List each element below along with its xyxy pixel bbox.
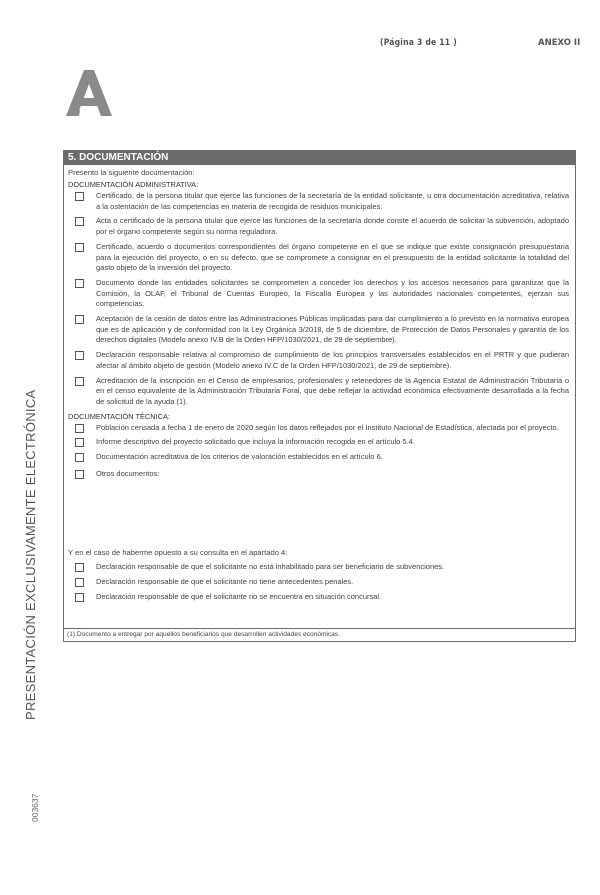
admin-item-label: Acreditación de la inscripción en el Censo de empresarios, profesionales y retenedores de la Agencia Estatal de Administración Tributaria o en el censo equivalente de la Administración Tributaria Foral, que debe reflejar la actividad económica efectivamente desarrollada a la fecha de solicitud de la ayuda (1). — [96, 375, 569, 406]
tech-heading: DOCUMENTACIÓN TÉCNICA: — [68, 411, 170, 421]
checkbox-icon[interactable] — [75, 217, 84, 226]
checkbox-icon[interactable] — [75, 563, 84, 572]
checkbox-icon[interactable] — [75, 593, 84, 602]
checkbox-icon[interactable] — [75, 351, 84, 360]
checkbox-icon[interactable] — [75, 453, 84, 462]
opposed-item-2 — [64, 577, 569, 588]
admin-item-label: Aceptación de la cesión de datos entre las Administraciones Públicas implicadas para dar cumplimiento a lo previsto en la normativa europea que es de aplicación y de conformidad con la Ley Orgánica 3/2018, de 5 de diciembre, de Protección de Datos Personales y garantía de los derechos digitales (Modelo anexo IV.B de la Orden HFP/1030/2021, de 29 de septiembre). — [96, 314, 569, 345]
admin-item-label: Acta o certificado de la persona titular que ejerce las funciones de la secretaría donde conste el acuerdo de solicitar la subvención, adoptado por el órgano competente según su norma reguladora. — [96, 216, 569, 237]
admin-item-6 — [64, 350, 569, 371]
checkbox-icon[interactable] — [75, 315, 84, 324]
documentation-form — [63, 150, 576, 642]
admin-item-1 — [64, 191, 569, 212]
admin-item-label: Certificado, de la persona titular que ejerce las funciones de la secretaría de la entidad solicitante, u otra documentación acreditativa, relativa a la ostentación de las competencias en materia de recogida de residuos municipales. — [96, 191, 569, 211]
checkbox-icon[interactable] — [75, 424, 84, 433]
footnote: (1) Documento a entregar por aquellos beneficiarios que desarrollen actividades económicas. — [64, 628, 575, 641]
tech-item-2 — [64, 437, 569, 448]
checkbox-icon[interactable] — [75, 243, 84, 252]
tech-item-label: Informe descriptivo del proyecto solicitado que incluya la información recogida en el artículo 5.4. — [96, 437, 415, 447]
section-title: 5. DOCUMENTACIÓN — [64, 151, 575, 165]
annex-label: ANEXO II — [538, 38, 581, 48]
opposed-item-label: Declaración responsable de que el solicitante no se encuentra en situación concursal. — [96, 591, 382, 601]
tech-item-3 — [64, 452, 569, 463]
intro-text: Presento la siguiente documentación: — [68, 168, 195, 177]
opposed-item-label: Declaración responsable de que el solicitante no está inhabilitado para ser beneficiario de subvenciones. — [96, 562, 445, 572]
admin-item-4 — [64, 278, 569, 310]
opposed-item-3 — [64, 592, 569, 603]
tech-item-label: Documentación acreditativa de los criterios de valoración establecidos en el artículo 6. — [96, 452, 383, 462]
opposed-intro: Y en el caso de haberme opuesto a su consulta en el apartado 4: — [68, 548, 288, 558]
junta-andalucia-logo-icon — [64, 70, 112, 116]
checkbox-icon[interactable] — [75, 279, 84, 288]
tech-item-1 — [64, 423, 569, 434]
other-docs-label: Otros documentos: — [96, 468, 160, 478]
tech-item-label: Población censada a fecha 1 de enero de 2020 según los datos reflejados por el Instituto Nacional de Estadística, afectada por el proyecto. — [96, 422, 559, 432]
checkbox-icon[interactable] — [75, 192, 84, 201]
form-code: 003637 — [30, 793, 40, 822]
admin-item-5 — [64, 314, 569, 346]
page-counter: (Página 3 de 11 ) — [380, 38, 457, 48]
checkbox-icon[interactable] — [75, 578, 84, 587]
other-docs-item — [64, 469, 569, 480]
checkbox-icon[interactable] — [75, 377, 84, 386]
admin-item-7 — [64, 376, 569, 408]
side-vertical-text: PRESENTACIÓN EXCLUSIVAMENTE ELECTRÓNICA — [23, 389, 38, 720]
admin-item-label: Certificado, acuerdo o documentos correspondientes del órgano competente en el que se indique que existe consignación presupuestaria para la ejecución del proyecto, o en su defecto, que se compromete a consignar en el presupuesto de la entidad solicitante la totalidad del gasto objeto de la inversión del proyecto. — [96, 241, 569, 273]
opposed-item-label: Declaración responsable de que el solicitante no tiene antecedentes penales. — [96, 577, 354, 587]
checkbox-icon[interactable] — [75, 438, 84, 447]
admin-item-label: Declaración responsable relativa al compromiso de cumplimiento de los principios transversales establecidos en el PRTR y que pudieran afectar al ámbito objeto de gestión (Modelo anexo IV.C de la Orden HFP/1030/2021, de 29 de septiembre). — [96, 350, 569, 370]
admin-item-2 — [64, 216, 569, 237]
admin-item-3 — [64, 242, 569, 274]
checkbox-icon[interactable] — [75, 470, 84, 479]
opposed-item-1 — [64, 562, 569, 573]
admin-item-label: Documento donde las entidades solicitantes se comprometen a conceder los derechos y los accesos necesarios para garantizar que la Comisión, la OLAF, el Tribunal de Cuentas Europeo, la Fiscalía Europea y las autoridades nacionales competentes, ejerzan sus competencias. — [96, 277, 569, 309]
other-docs-space[interactable] — [64, 479, 575, 545]
admin-heading: DOCUMENTACIÓN ADMINISTRATIVA: — [68, 180, 199, 189]
